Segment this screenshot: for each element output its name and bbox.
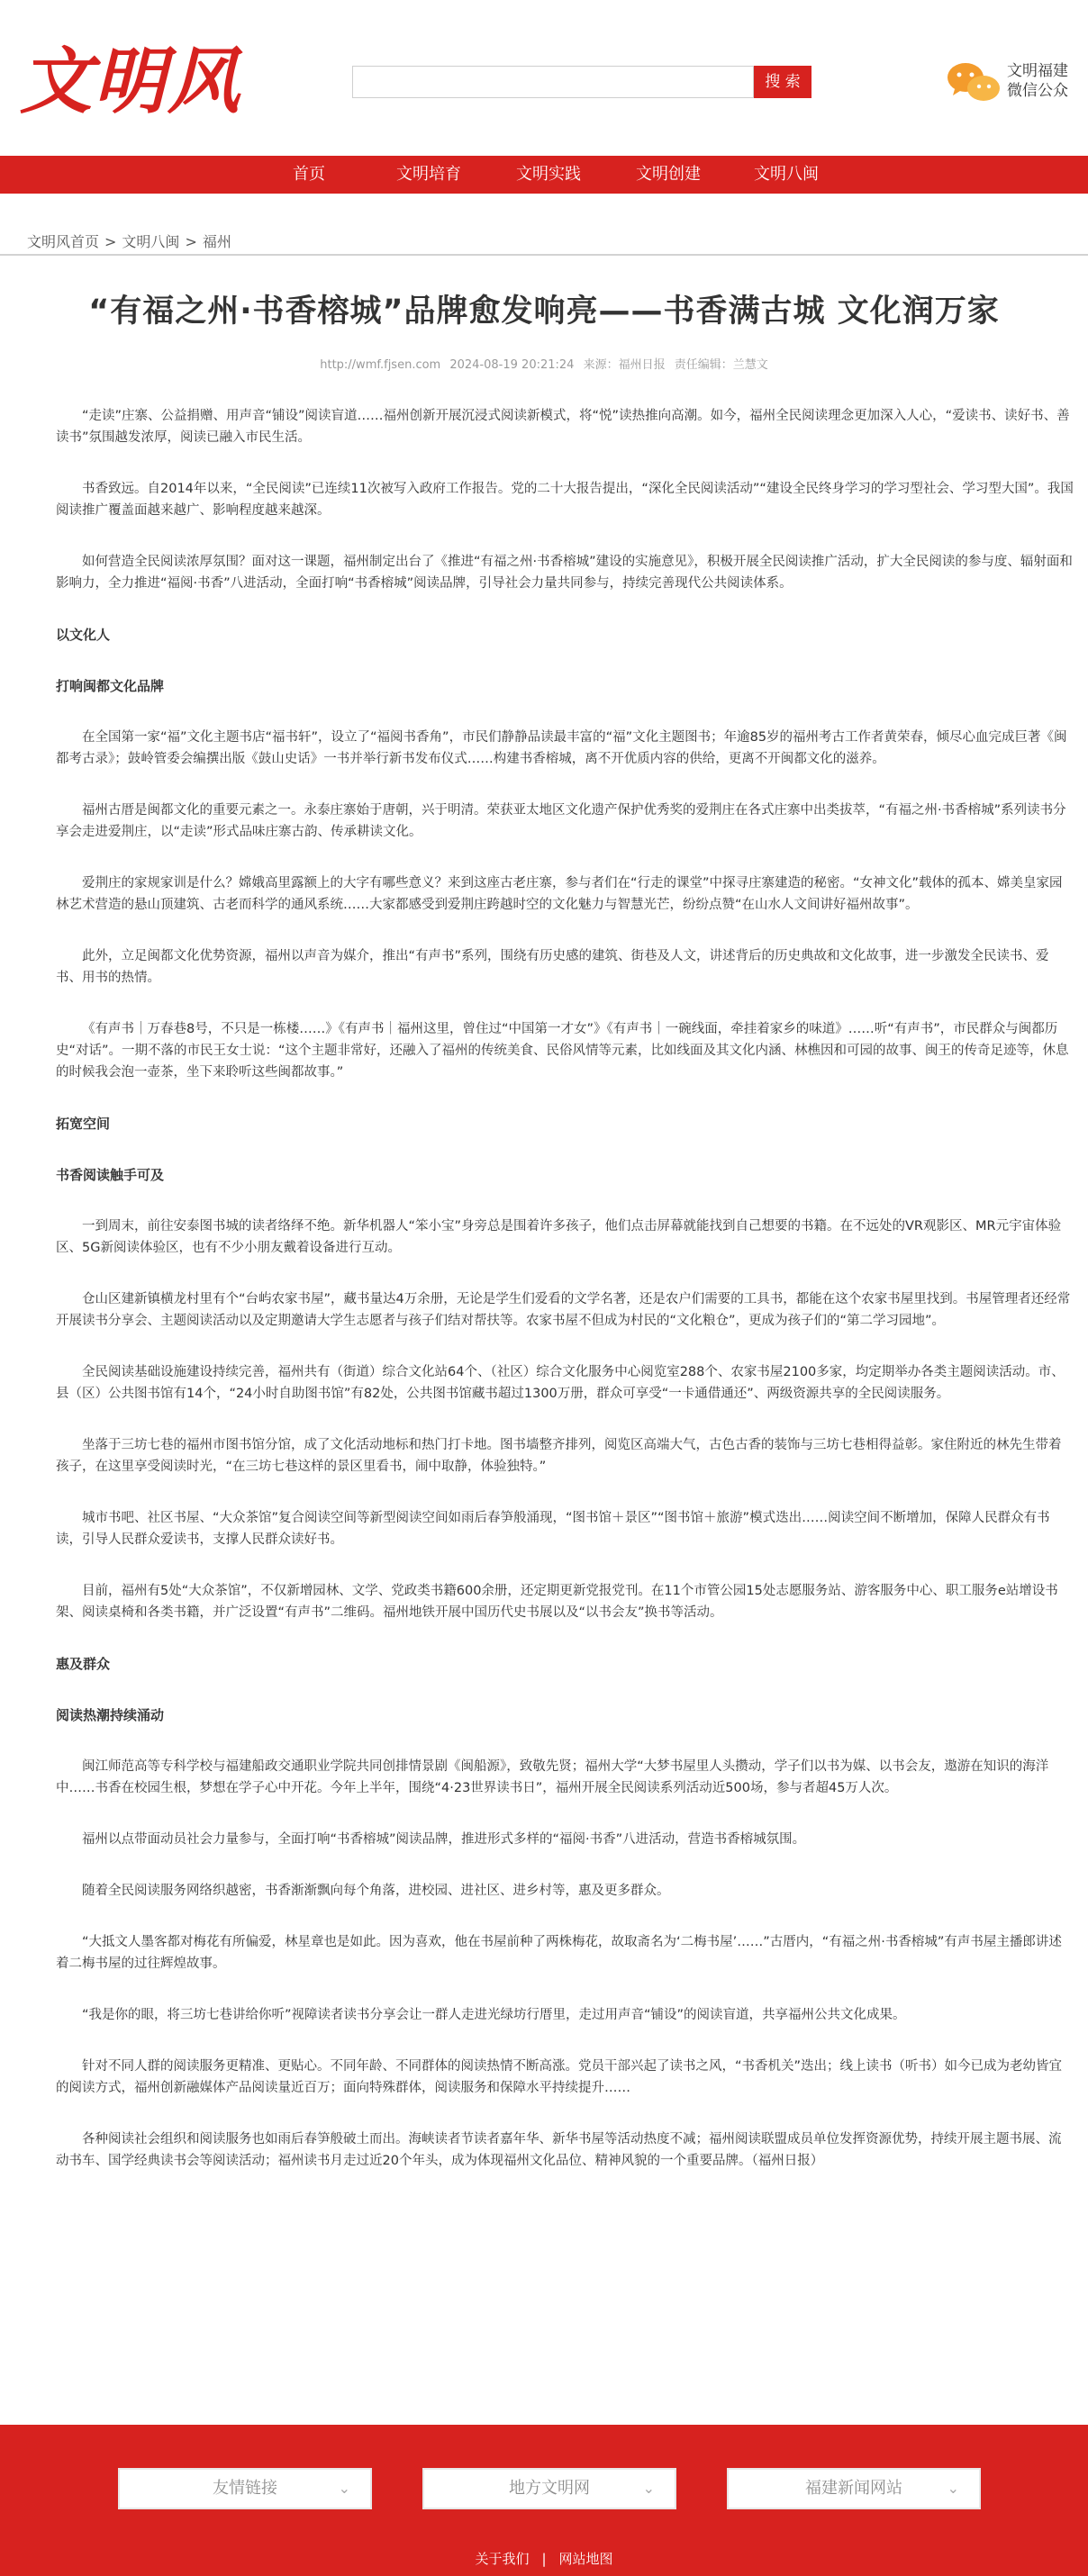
- nav-item-bamin[interactable]: 文明八闽: [754, 165, 819, 184]
- breadcrumb-divider: [0, 254, 1088, 256]
- dropdown-label: 友情链接: [213, 2479, 277, 2498]
- chevron-down-icon: ⌄: [947, 2480, 959, 2497]
- footer-links: [0, 2549, 1088, 2568]
- article-paragraph: “走读”庄寨、公益捐赠、用声音“铺设”阅读盲道……福州创新开展沉浸式阅读新模式，将“悦”读热推向高潮。如今，福州全民阅读理念更加深入人心，“爱读书、读好书、善读书”氛围越发浓厚，阅读已融入市民生活。: [56, 409, 1070, 445]
- meta-editor: 责任编辑：兰慧文: [674, 358, 768, 372]
- breadcrumb-bamin[interactable]: 文明八闽: [122, 233, 180, 250]
- wechat-line2: 微信公众: [1007, 82, 1068, 100]
- nav-item-home[interactable]: 首页: [293, 165, 325, 184]
- meta-source: 来源：福州日报: [583, 358, 666, 372]
- article-paragraph: 闽江师范高等专科学校与福建船政交通职业学院共同创排情景剧《闽船源》，致敬先贤；福州大学“大梦书屋里人头攒动，学子们以书为媒、以书会友，遨游在知识的海洋中……书香在校园生根，梦想在学子心中开花。今年上半年，围绕“4·23世界读书日”，福州开展全民阅读系列活动近500场，参与者超45万人次。: [56, 1759, 1049, 1795]
- article-subheading: 以文化人: [56, 627, 111, 643]
- breadcrumb-separator: >: [104, 233, 117, 250]
- article-paragraph: 如何营造全民阅读浓厚氛围？面对这一课题，福州制定出台了《推进“有福之州·书香榕城”建设的实施意见》，积极开展全民阅读推广活动，扩大全民阅读的参与度、辐射面和影响力，全力推进“福阅·书香”八进活动，全面打响“书香榕城”阅读品牌，引导社会力量共同参与，持续完善现代公共阅读体系。: [56, 555, 1073, 591]
- article-paragraph: 此外，立足闽都文化优势资源，福州以声音为媒介，推出“有声书”系列，围绕有历史感的建筑、街巷及人文，讲述背后的历史典故和文化故事，进一步激发全民读书、爱书、用书的热情。: [56, 949, 1049, 985]
- search-button[interactable]: 搜 索: [754, 66, 811, 98]
- meta-date: 2024-08-19 20:21:24: [449, 358, 575, 372]
- article-paragraph: “我是你的眼，将三坊七巷讲给你听”视障读者读书分享会让一群人走进光绿坊行厝里，走过用声音“铺设”的阅读盲道，共享福州公共文化成果。: [82, 2008, 906, 2022]
- article-paragraph: 坐落于三坊七巷的福州市图书馆分馆，成了文化活动地标和热门打卡地。图书墙整齐排列，阅览区高端大气，古色古香的装饰与三坊七巷相得益彰。家住附近的林先生带着孩子，在这里享受阅读时光，“在三坊七巷这样的景区里看书，闹中取静，体验独特。”: [56, 1438, 1062, 1474]
- wechat-line1: 文明福建: [1007, 62, 1068, 80]
- article-body: [56, 405, 1074, 2201]
- article-paragraph: 书香致远。自2014年以来，“全民阅读”已连续11次被写入政府工作报告。党的二十大报告提出，“深化全民阅读活动”“建设全民终身学习的学习型社会、学习型大国”。我国阅读推广覆盖面越来越广、影响程度越来越深。: [56, 482, 1074, 518]
- nav-item-create[interactable]: 文明创建: [636, 165, 701, 184]
- friend-links-dropdown[interactable]: [118, 2468, 372, 2509]
- site-header: [0, 0, 1088, 156]
- dropdown-label: 福建新闻网站: [805, 2479, 902, 2498]
- article-subheading: 书香阅读触手可及: [56, 1167, 165, 1183]
- article-paragraph: 在全国第一家“福”文化主题书店“福书轩”，设立了“福阅书香角”，市民们静静品读最丰富的“福”文化主题图书；年逾85岁的福州考古工作者黄荣春，倾尽心血完成巨著《闽都考古录》；鼓岭管委会编撰出版《鼓山史话》一书并举行新书发布仪式……构建书香榕城，离不开优质内容的供给，更离不开闽都文化的滋养。: [56, 730, 1067, 766]
- wechat-icon: [946, 59, 1002, 104]
- article-paragraph: 针对不同人群的阅读服务更精准、更贴心。不同年龄、不同群体的阅读热情不断高涨。党员干部兴起了读书之风，“书香机关”迭出；线上读书（听书）如今已成为老幼皆宜的阅读方式，福州创新融媒体产品阅读量近百万；面向特殊群体，阅读服务和保障水平持续提升……: [56, 2059, 1063, 2095]
- nav-item-cultivate[interactable]: 文明培育: [396, 165, 461, 184]
- article-meta: [0, 355, 1088, 372]
- main-nav: [0, 156, 1088, 194]
- chevron-down-icon: ⌄: [642, 2480, 655, 2497]
- article-subheading: 拓宽空间: [56, 1116, 111, 1132]
- article-paragraph: 《有声书｜万春巷8号，不只是一栋楼……》《有声书｜福州这里，曾住过“中国第一才女”》《有声书｜一碗线面，牵挂着家乡的味道》……听“有声书”，市民群众与闽都历史“对话”。一期不落的市民王女士说：“这个主题非常好，还融入了福州的传统美食、民俗风情等元素，比如线面及其文化内涵、林樵因和可园的故事、闽王的传奇足迹等，休息的时候我会泡一壶茶，坐下来聆听这些闽都故事。”: [56, 1022, 1069, 1080]
- breadcrumb-home[interactable]: 文明风首页: [27, 233, 100, 250]
- article-paragraph: 各种阅读社会组织和阅读服务也如雨后春笋般破土而出。海峡读者节读者嘉年华、新华书屋等活动热度不减；福州阅读联盟成员单位发挥资源优势，持续开展主题书展、流动书车、国学经典读书会等阅读活动；福州读书月走过近20个年头，成为体现福州文化品位、精神风貌的一个重要品牌。（福州日报）: [56, 2132, 1062, 2168]
- breadcrumb-separator: >: [185, 233, 197, 250]
- wechat-promo[interactable]: [946, 56, 1072, 110]
- footer-link-about[interactable]: 关于我们: [475, 2551, 530, 2567]
- article-paragraph: 随着全民阅读服务网络织越密，书香渐渐飘向每个角落，进校园、进社区、进乡村等，惠及更多群众。: [82, 1884, 670, 1898]
- meta-url[interactable]: http://wmf.fjsen.com: [320, 358, 441, 372]
- site-logo[interactable]: 文明风: [20, 39, 241, 123]
- nav-item-practice[interactable]: 文明实践: [516, 165, 581, 184]
- fujian-news-dropdown[interactable]: [727, 2468, 981, 2509]
- search-input[interactable]: [352, 66, 754, 98]
- breadcrumb: [27, 230, 231, 251]
- article-paragraph: 福州古厝是闽都文化的重要元素之一。永泰庄寨始于唐朝，兴于明清。荣获亚太地区文化遗产保护优秀奖的爱荆庄在各式庄寨中出类拔萃，“有福之州·书香榕城”系列读书分享会走进爱荆庄，以“走读”形式品味庄寨古韵、传承耕读文化。: [56, 803, 1066, 839]
- article-paragraph: 一到周末，前往安泰图书城的读者络绎不绝。新华机器人“笨小宝”身旁总是围着许多孩子，他们点击屏幕就能找到自己想要的书籍。在不远处的VR观影区、MR元宇宙体验区、5G新阅读体验区，也有不少小朋友戴着设备进行互动。: [56, 1219, 1062, 1255]
- article-paragraph: 仓山区建新镇横龙村里有个“台屿农家书屋”，藏书量达4万余册，无论是学生们爱看的文学名著，还是农户们需要的工具书，都能在这个农家书屋里找到。书屋管理者还经常开展读书分享会、主题阅读活动以及定期邀请大学生志愿者与孩子们结对帮扶等。农家书屋不但成为村民的“文化粮仓”，更成为孩子们的“第二学习园地”。: [56, 1292, 1071, 1328]
- article-title: “有福之州·书香榕城”品牌愈发响亮——书香满古城 文化润万家: [88, 294, 1000, 330]
- footer-link-sitemap[interactable]: 网站地图: [558, 2551, 613, 2567]
- chevron-down-icon: ⌄: [338, 2480, 350, 2497]
- article-paragraph: 福州以点带面动员社会力量参与，全面打响“书香榕城”阅读品牌，推进形式多样的“福阅·书香”八进活动，营造书香榕城氛围。: [82, 1832, 806, 1847]
- breadcrumb-fuzhou[interactable]: 福州: [202, 233, 231, 250]
- article-paragraph: 全民阅读基础设施建设持续完善，福州共有（街道）综合文化站64个、（社区）综合文化服务中心阅览室288个、农家书屋2100多家，均定期举办各类主题阅读活动。市、县（区）公共图书馆有14个，“24小时自助图书馆”有82处，公共图书馆藏书超过1300万册，群众可享受“一卡通借通还”、两级资源共享的全民阅读服务。: [56, 1365, 1065, 1401]
- article-paragraph: “大抵文人墨客都对梅花有所偏爱，林星章也是如此。因为喜欢，他在书屋前种了两株梅花，故取斋名为‘二梅书屋’……”古厝内，“有福之州·书香榕城”有声书屋主播郎讲述着二梅书屋的过往辉煌故事。: [56, 1935, 1062, 1971]
- site-footer: [0, 2425, 1088, 2576]
- article-subheading: 打响闽都文化品牌: [56, 678, 165, 694]
- article-paragraph: 目前，福州有5处“大众茶馆”，不仅新增园林、文学、党政类书籍600余册，还定期更新党报党刊。在11个市管公园15处志愿服务站、游客服务中心、职工服务e站增设书架、阅读桌椅和各类书籍，并广泛设置“有声书”二维码。福州地铁开展中国历代史书展以及“以书会友”换书等活动。: [56, 1584, 1058, 1620]
- article-paragraph: 城市书吧、社区书屋、“大众茶馆”复合阅读空间等新型阅读空间如雨后春笋般涌现，“图书馆＋景区”“图书馆＋旅游”模式迭出……阅读空间不断增加，保障人民群众有书读，引导人民群众爱读书，支撑人民群众读好书。: [56, 1511, 1050, 1547]
- dropdown-label: 地方文明网: [509, 2479, 590, 2498]
- wechat-label: [1007, 61, 1068, 101]
- article-subheading: 惠及群众: [56, 1656, 111, 1672]
- local-civilization-dropdown[interactable]: [422, 2468, 676, 2509]
- footer-separator: |: [541, 2551, 547, 2567]
- article-subheading: 阅读热潮持续涌动: [56, 1707, 165, 1723]
- article-paragraph: 爱荆庄的家规家训是什么？嫦娥高里露额上的大字有哪些意义？来到这座古老庄寨，参与者们在“行走的课堂”中探寻庄寨建造的秘密。“女神文化”载体的孤本、嫦美皇家园林艺术营造的悬山顶建筑、古老而科学的通风系统……大家都感受到爱荆庄跨越时空的文化魅力与智慧光芒，纷纷点赞“在山水人文间讲好福州故事”。: [56, 876, 1063, 912]
